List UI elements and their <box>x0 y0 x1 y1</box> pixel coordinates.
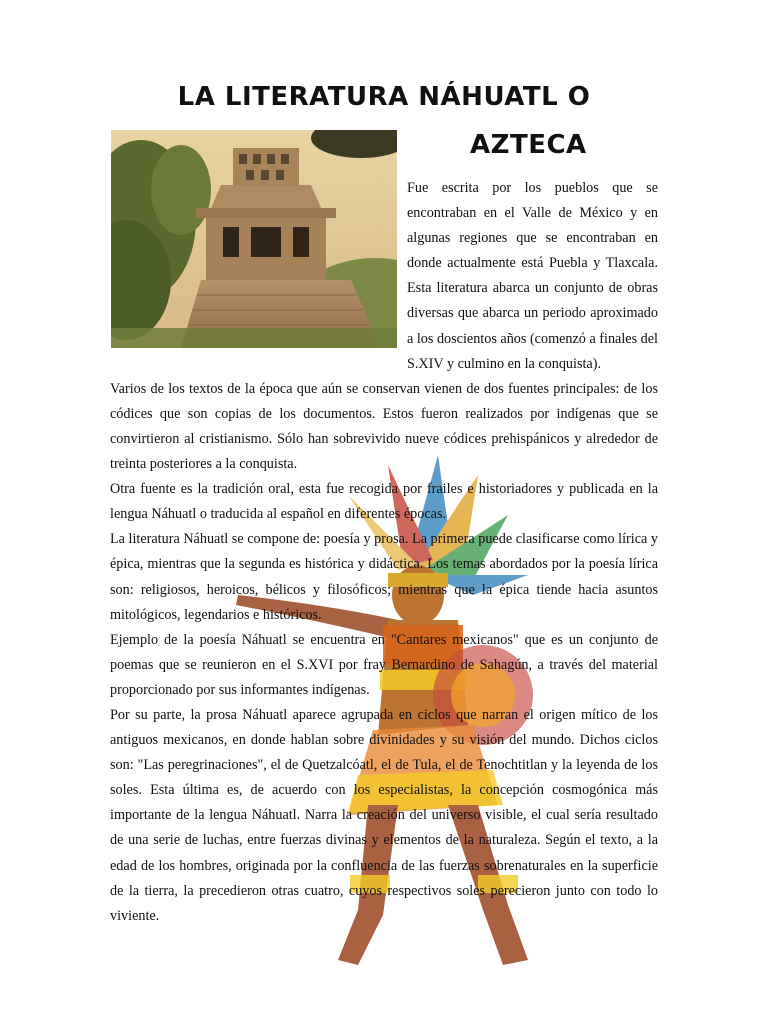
paragraph-oral-tradition: Otra fuente es la tradición oral, esta fue recogida por frailes e historiadores y publicada en la lengua Náhuatl o traducida al español en diferentes épocas. <box>110 481 658 523</box>
paragraph-intro: Fue escrita por los pueblos que se encontraban en el Valle de México y en algunas regiones que se encontraban en donde actualmente está Puebla y Tlaxcala. Esta literatura abarca un conjunto de obras diversas que abarca un periodo aproximado a los doscientos años (comenzó a finales del S.XIV y culmino en la conquista). <box>407 180 658 372</box>
paragraph-sources: Varios de los textos de la época que aún se conservan vienen de dos fuentes principales: de los códices que son copias de los documentos. Estos fueron realizados por indígenas que se convirtieron al cristianismo. Sólo han sobrevivido nueve códices prehispánicos y alrededor de treinta posteriores a la conquista. <box>110 380 658 473</box>
image-wrap-spacer <box>110 176 407 352</box>
document-title: LA LITERATURA NÁHUATL O <box>177 82 591 112</box>
paragraph-genres: La literatura Náhuatl se compone de: poesía y prosa. La primera puede clasificarse como lírica y épica, mientras que la segunda es histórica y didáctica. Los temas abordados por la poesía lírica son: religiosos, heroicos, bélicos y filosóficos; mientras que la épica tiende hacia asuntos mitológicos, legendarios e históricos. <box>110 531 658 623</box>
document-body <box>110 176 658 929</box>
document-title-continued: AZTECA <box>470 130 587 160</box>
paragraph-prose: Por su parte, la prosa Náhuatl aparece agrupada en ciclos que narran el origen mítico de los antiguos mexicanos, en donde hablan sobre divinidades y su visión del mundo. Dichos ciclos son: "Las peregrinaciones", el de Quetzalcóatl, el de Tula, el de Tenochtitlan y la leyenda de los soles. Esta última es, de acuerdo con los especialistas, la concepción cosmogónica más importante de la lengua Náhuatl. Narra la creación del universo visible, el cual sería resultado de una serie de luchas, entre fuerzas divinas y elementos de la naturaleza. Según el texto, a la edad de los hombres, originada por la confluencia de las fuerzas sobrenaturales en la superficie de la tierra, la precedieron otras cuatro, cuyos respectivos soles perecieron junto con todo lo viviente. <box>110 706 658 924</box>
paragraph-poetry-example: Ejemplo de la poesía Náhuatl se encuentra en "Cantares mexicanos" que es un conjunto de poemas que se reunieron en el S.XVI por fray Bernardino de Sahagún, a través del material proporcionado por sus informantes indígenas. <box>110 631 658 698</box>
